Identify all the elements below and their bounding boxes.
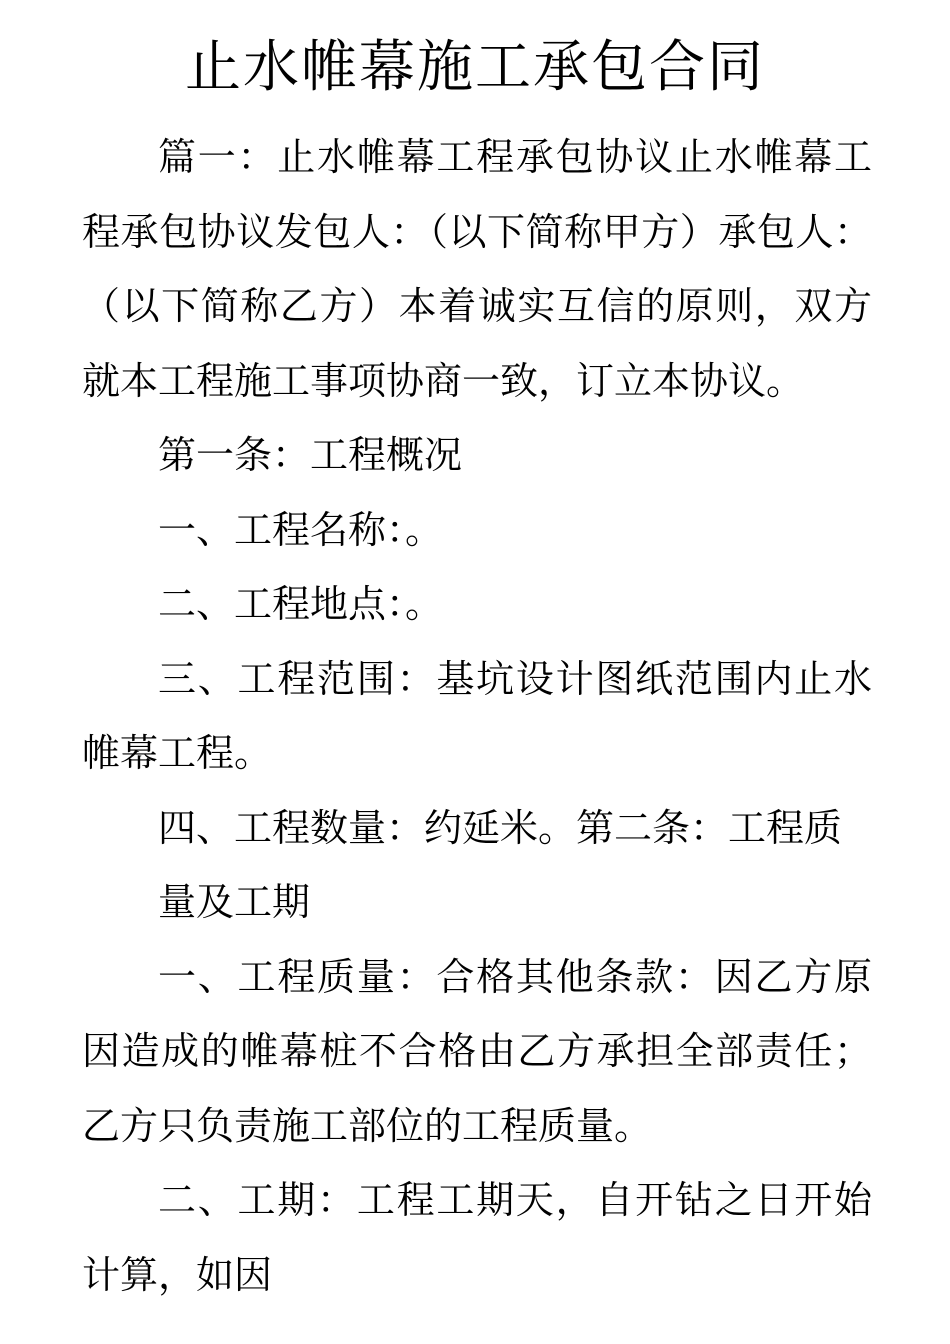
paragraph-article-2-heading-continued: 量及工期 xyxy=(158,880,311,924)
paragraph-project-schedule: 二、工期：工程工期天，自开钻之日开始计算，如因 xyxy=(82,1178,872,1297)
document-title: 止水帷幕施工承包合同 xyxy=(185,35,765,100)
document-body xyxy=(82,120,872,1312)
paragraph-intro: 篇一：止水帷幕工程承包协议止水帷幕工程承包协议发包人：（以下简称甲方）承包人：（以下简称乙方）本着诚实互信的原则，双方就本工程施工事项协商一致，订立本协议。 xyxy=(82,135,872,403)
paragraph-project-quantity: 四、工程数量：约延米。第二条：工程质 xyxy=(158,805,843,850)
paragraph-project-name: 一、工程名称：。 xyxy=(158,507,444,552)
paragraph-article-1-heading: 第一条：工程概况 xyxy=(158,433,463,477)
paragraph-project-location: 二、工程地点：。 xyxy=(158,582,444,626)
paragraph-project-scope: 三、工程范围：基坑设计图纸范围内止水帷幕工程。 xyxy=(82,656,872,775)
paragraph-project-quality: 一、工程质量：合格其他条款：因乙方原因造成的帷幕桩不合格由乙方承担全部责任；乙方只负责施工部位的工程质量。 xyxy=(82,954,872,1148)
